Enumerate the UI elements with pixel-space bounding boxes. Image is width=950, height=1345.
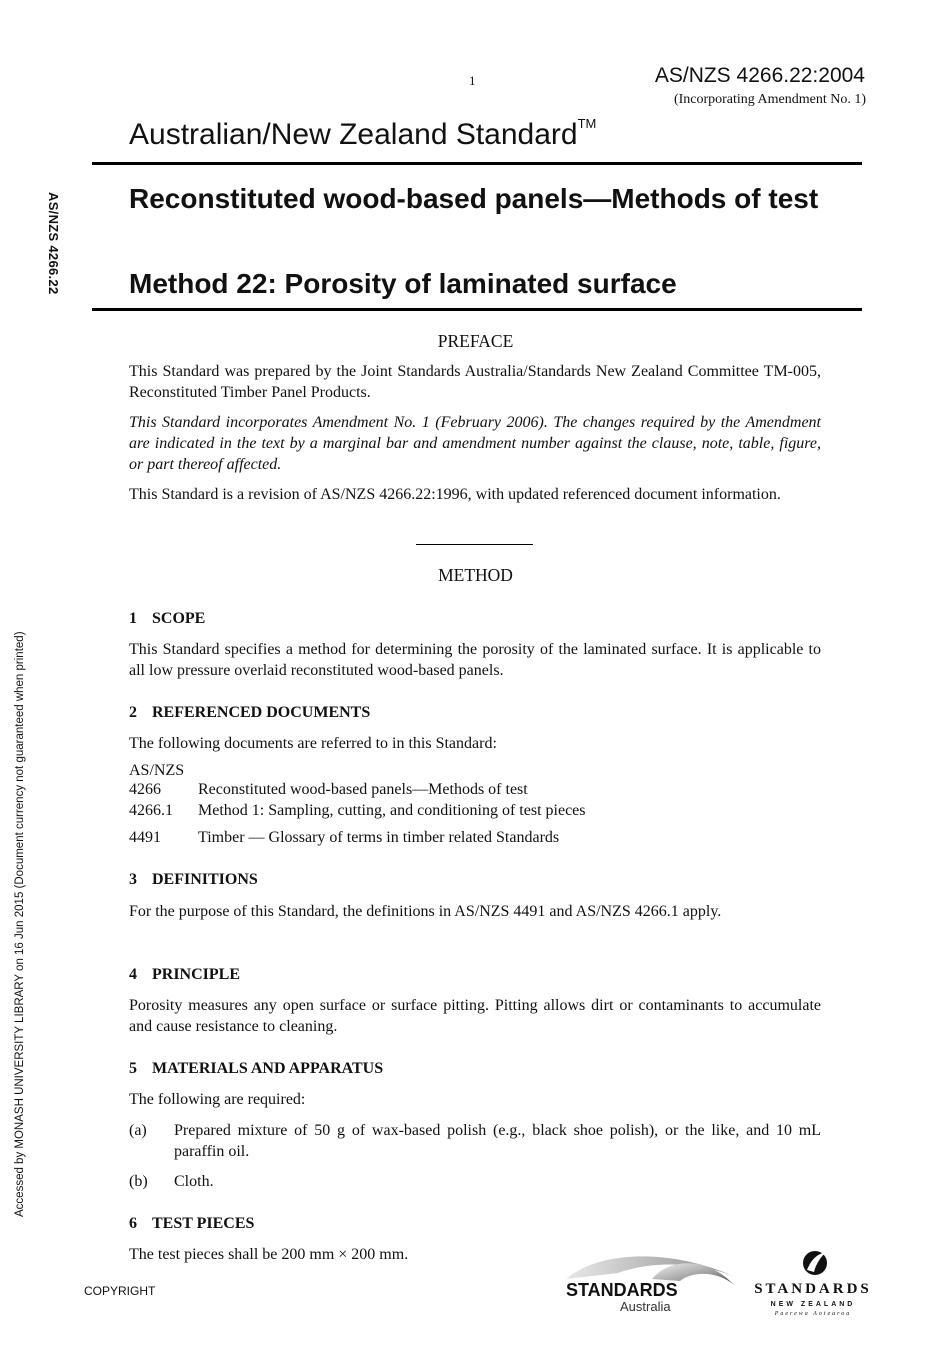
materials-item <box>129 1120 821 1162</box>
amendment-note: (Incorporating Amendment No. 1) <box>673 92 866 107</box>
definitions-text: For the purpose of this Standard, the definitions in AS/NZS 4491 and AS/NZS 4266.1 apply. <box>129 903 722 920</box>
item-label: (b) <box>129 1173 148 1190</box>
ref-item <box>129 779 528 800</box>
test-pieces-number: 6 <box>129 1215 137 1232</box>
preface-paragraph-2: This Standard incorporates Amendment No. 1 (February 2006). The changes required by the Amendment are indicated in the text by a marginal bar and amendment number against the clause, note, table, figure, or part thereof affected. <box>129 414 821 473</box>
refs-number: 2 <box>129 704 137 721</box>
item-label: (a) <box>129 1122 147 1139</box>
standards-australia-logo <box>556 1245 742 1317</box>
ref-code: 4266 <box>129 781 161 798</box>
logo-nz-word: STANDARDS <box>754 1281 872 1297</box>
trademark: TM <box>577 116 597 131</box>
title-rule <box>92 308 862 311</box>
scope-heading <box>129 610 205 628</box>
principle-title: PRINCIPLE <box>152 966 241 983</box>
test-pieces-title: TEST PIECES <box>152 1215 255 1232</box>
principle-heading <box>129 966 240 984</box>
page-number: 1 <box>469 73 476 88</box>
definitions-heading <box>129 871 258 889</box>
scope-title: SCOPE <box>152 610 206 627</box>
series-title <box>129 118 596 152</box>
materials-intro: The following are required: <box>129 1091 306 1108</box>
side-standard-label: AS/NZS 4266.22 <box>46 192 61 295</box>
refs-intro: The following documents are referred to in this Standard: <box>129 735 497 752</box>
principle-text: Porosity measures any open surface or surface pitting. Pitting allows dirt or contaminants to accumulate and cause resistance to cleaning. <box>129 997 821 1035</box>
logo-nz-sub: NEW ZEALAND <box>770 1301 856 1308</box>
refs-group: AS/NZS <box>129 762 185 779</box>
scope-number: 1 <box>129 610 137 627</box>
standards-new-zealand-logo <box>752 1248 874 1318</box>
preface-paragraph-1: This Standard was prepared by the Joint Standards Australia/Standards New Zealand Committee TM-005, Reconstituted Timber Panel Products. <box>129 363 821 401</box>
method-heading: METHOD <box>438 565 513 585</box>
copyright-label: COPYRIGHT <box>84 1284 156 1298</box>
materials-title: MATERIALS AND APPARATUS <box>152 1060 384 1077</box>
item-text: Prepared mixture of 50 g of wax-based polish (e.g., black shoe polish), or the like, and 10 mL paraffin oil. <box>174 1122 821 1160</box>
materials-heading <box>129 1060 383 1078</box>
ref-code: 4491 <box>129 829 161 846</box>
standards-australia-swoosh-icon <box>556 1245 742 1317</box>
ref-item <box>129 827 559 848</box>
principle-number: 4 <box>129 966 137 983</box>
scope-text: This Standard specifies a method for determining the porosity of the laminated surface. It is applicable to all low pressure overlaid reconstituted wood-based panels. <box>129 641 821 679</box>
side-access-note: Accessed by MONASH UNIVERSITY LIBRARY on 16 Jun 2015 (Document currency not guaranteed when printed) <box>14 631 26 1217</box>
refs-heading <box>129 704 370 722</box>
method-title: Method 22: Porosity of laminated surface <box>129 268 677 299</box>
test-pieces-text: The test pieces shall be 200 mm × 200 mm. <box>129 1246 409 1263</box>
document-title: Reconstituted wood-based panels—Methods of test <box>129 183 819 214</box>
refs-title: REFERENCED DOCUMENTS <box>152 704 371 721</box>
preface-heading: PREFACE <box>437 331 514 351</box>
materials-item <box>129 1171 821 1192</box>
series-title-text: Australian/New Zealand Standard <box>129 118 578 151</box>
header-rule <box>92 162 862 165</box>
ref-title: Reconstituted wood-based panels—Methods of test <box>198 781 528 798</box>
ref-item <box>129 800 586 821</box>
standards-nz-emblem-icon <box>752 1248 874 1318</box>
section-divider <box>416 544 533 545</box>
ref-title: Method 1: Sampling, cutting, and conditioning of test pieces <box>198 802 586 819</box>
item-text: Cloth. <box>174 1173 214 1190</box>
standard-number: AS/NZS 4266.22:2004 <box>654 64 865 87</box>
logo-sa-sub: Australia <box>620 1299 671 1314</box>
definitions-title: DEFINITIONS <box>152 871 258 888</box>
preface-paragraph-3: This Standard is a revision of AS/NZS 4266.22:1996, with updated referenced document information. <box>129 486 781 503</box>
ref-title: Timber — Glossary of terms in timber related Standards <box>198 829 560 846</box>
logo-nz-maori: Paerewa Aotearoa <box>774 1311 852 1317</box>
ref-code: 4266.1 <box>129 802 173 819</box>
logo-sa-word: STANDARDS <box>566 1280 678 1300</box>
definitions-number: 3 <box>129 871 137 888</box>
test-pieces-heading <box>129 1215 254 1233</box>
materials-number: 5 <box>129 1060 137 1077</box>
